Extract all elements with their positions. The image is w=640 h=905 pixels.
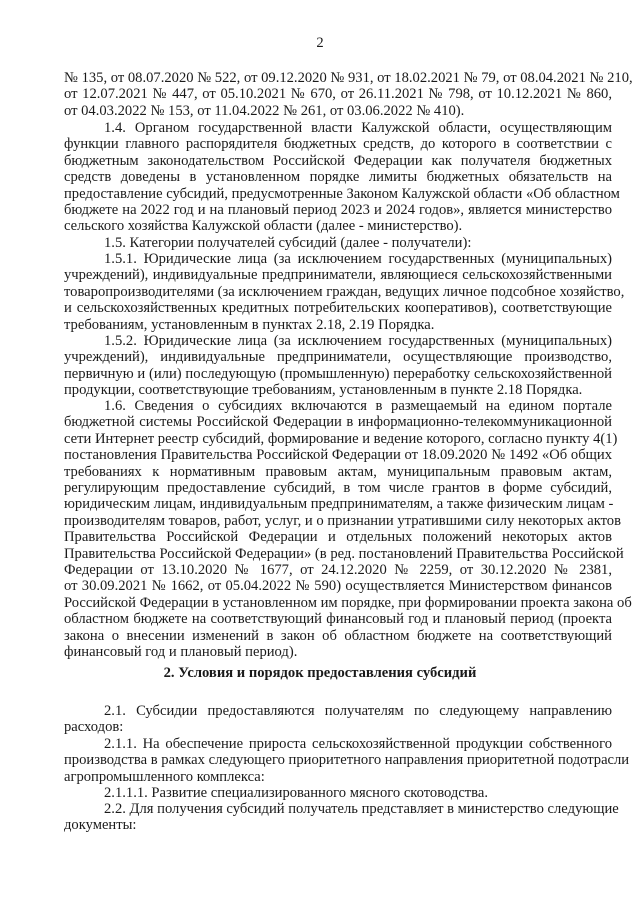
text-line: 1.5.1. Юридические лица (за исключением государственных (муниципальных) [104, 251, 612, 267]
text-line: функции главного распорядителя бюджетных средств, до которого в соответствии с [64, 136, 612, 153]
text-line: продукции, соответствующие требованиям, установленным в пункте 2.18 Порядка. [64, 382, 583, 399]
paragraph-2-1-1 [64, 736, 630, 785]
text-line: 1.5. Категории получателей субсидий (далее - получатели): [104, 235, 472, 251]
text-line: расходов: [64, 719, 124, 736]
text-line: регулирующим предоставление субсидий, в том числе грантов в форме субсидий, [64, 480, 612, 497]
text-line: 1.5.2. Юридические лица (за исключением государственных (муниципальных) [104, 333, 612, 349]
text-line: от 12.07.2021 № 447, от 05.10.2021 № 670, от 26.11.2021 № 798, от 10.12.2021 № 860, [64, 86, 612, 103]
text-line: юридическим лицам, индивидуальным предпринимателям, а также физическим лицам - [64, 496, 614, 513]
text-line: товаропроизводителями (за исключением граждан, ведущих личное подсобное хозяйство, [64, 283, 625, 300]
text-line: № 135, от 08.07.2020 № 522, от 09.12.2020 № 931, от 18.02.2021 № 79, от 08.04.2021 № 210, [64, 70, 633, 86]
text-line: производителям товаров, работ, услуг, и о признании утратившими силу некоторых актов [64, 512, 621, 529]
text-line: Правительства Российской Федерации и отдельных положений некоторых актов [64, 529, 612, 546]
text-line: 2.1. Субсидии предоставляются получателям по следующему направлению [104, 703, 612, 719]
page-number: 2 [316, 35, 324, 51]
text-line: документы: [64, 817, 137, 834]
text-line: Российской Федерации в установленном им порядке, при формировании проекта закона об [64, 594, 632, 611]
paragraph-intro [64, 70, 633, 119]
paragraph-1-6 [64, 398, 632, 661]
text-line: предоставление субсидий, предусмотренные Законом Калужской области «Об областном [64, 185, 620, 202]
text-line: сети Интернет реестр субсидий, формирование и ведение которого, согласно пункту 4(1) [64, 430, 618, 447]
text-line: Федерации от 13.10.2020 № 1677, от 24.12.2020 № 2259, от 30.12.2020 № 2381, [64, 562, 612, 579]
text-line: и сельскохозяйственных кредитных потребительских кооперативов), соответствующие [64, 300, 612, 317]
text-line: требованиям, установленным в пунктах 2.18, 2.19 Порядка. [64, 316, 435, 333]
text-line: постановления Правительства Российской Федерации от 18.09.2020 № 1492 «Об общих [64, 447, 612, 464]
paragraph-1-5 [64, 235, 612, 251]
text-line: финансовый год и плановый период). [64, 644, 298, 661]
text-line: агропромышленного комплекса: [64, 768, 265, 785]
text-line: Правительства Российской Федерации» (в ред. постановлений Правительства Российской [64, 545, 624, 562]
text-line: 1.6. Сведения о субсидиях включаются в размещаемый на едином портале [104, 398, 612, 414]
paragraph-2-2 [64, 801, 619, 834]
text-line: бюджетным законодательством Российской Федерации как получателя бюджетных [64, 152, 612, 169]
paragraph-1-4 [64, 120, 620, 235]
text-line: бюджетной системы Российской Федерации в информационно-телекоммуникационной [64, 414, 612, 431]
text-line: производства в рамках следующего приоритетного направления приоритетной подотрасли [64, 752, 630, 769]
paragraph-2-1 [64, 703, 612, 736]
text-line: областном бюджете на соответствующий финансовый год и плановый период (проекта [64, 611, 612, 628]
text-line: средств доведены в установленном порядке лимиты бюджетных обязательств на [64, 169, 612, 186]
text-line: 2.1.1.1. Развитие специализированного мясного скотоводства. [104, 785, 488, 801]
text-line: учреждений), индивидуальные предприниматели, являющиеся сельскохозяйственными [64, 267, 612, 284]
text-line: 2.2. Для получения субсидий получатель представляет в министерство следующие [104, 801, 619, 817]
section-heading: 2. Условия и порядок предоставления субсидий [163, 665, 477, 681]
paragraph-2-1-1-1 [64, 785, 612, 801]
text-line: от 04.03.2022 № 153, от 11.04.2022 № 261, от 03.06.2022 № 410). [64, 102, 465, 119]
text-line: от 30.09.2021 № 1662, от 05.04.2022 № 590) осуществляется Министерством финансов [64, 578, 612, 595]
text-line: 2.1.1. На обеспечение прироста сельскохозяйственной продукции собственного [104, 736, 612, 752]
text-line: сельского хозяйства Калужской области (далее - министерство). [64, 218, 463, 235]
text-line: бюджете на 2022 год и на плановый период 2023 и 2024 годов», является министерство [64, 202, 612, 219]
text-line: первичную и (или) последующую (промышленную) переработку сельскохозяйственной [64, 365, 612, 382]
text-line: требованиях к нормативным правовым актам, муниципальным правовым актам, [64, 463, 612, 480]
text-line: 1.4. Органом государственной власти Калужской области, осуществляющим [104, 120, 612, 136]
text-line: учреждений), индивидуальные предприниматели, осуществляющие производство, [64, 349, 612, 366]
paragraph-1-5-1 [64, 251, 625, 333]
paragraph-1-5-2 [64, 333, 612, 399]
text-line: закона о внесении изменений в закон об областном бюджете на соответствующий [64, 627, 612, 644]
